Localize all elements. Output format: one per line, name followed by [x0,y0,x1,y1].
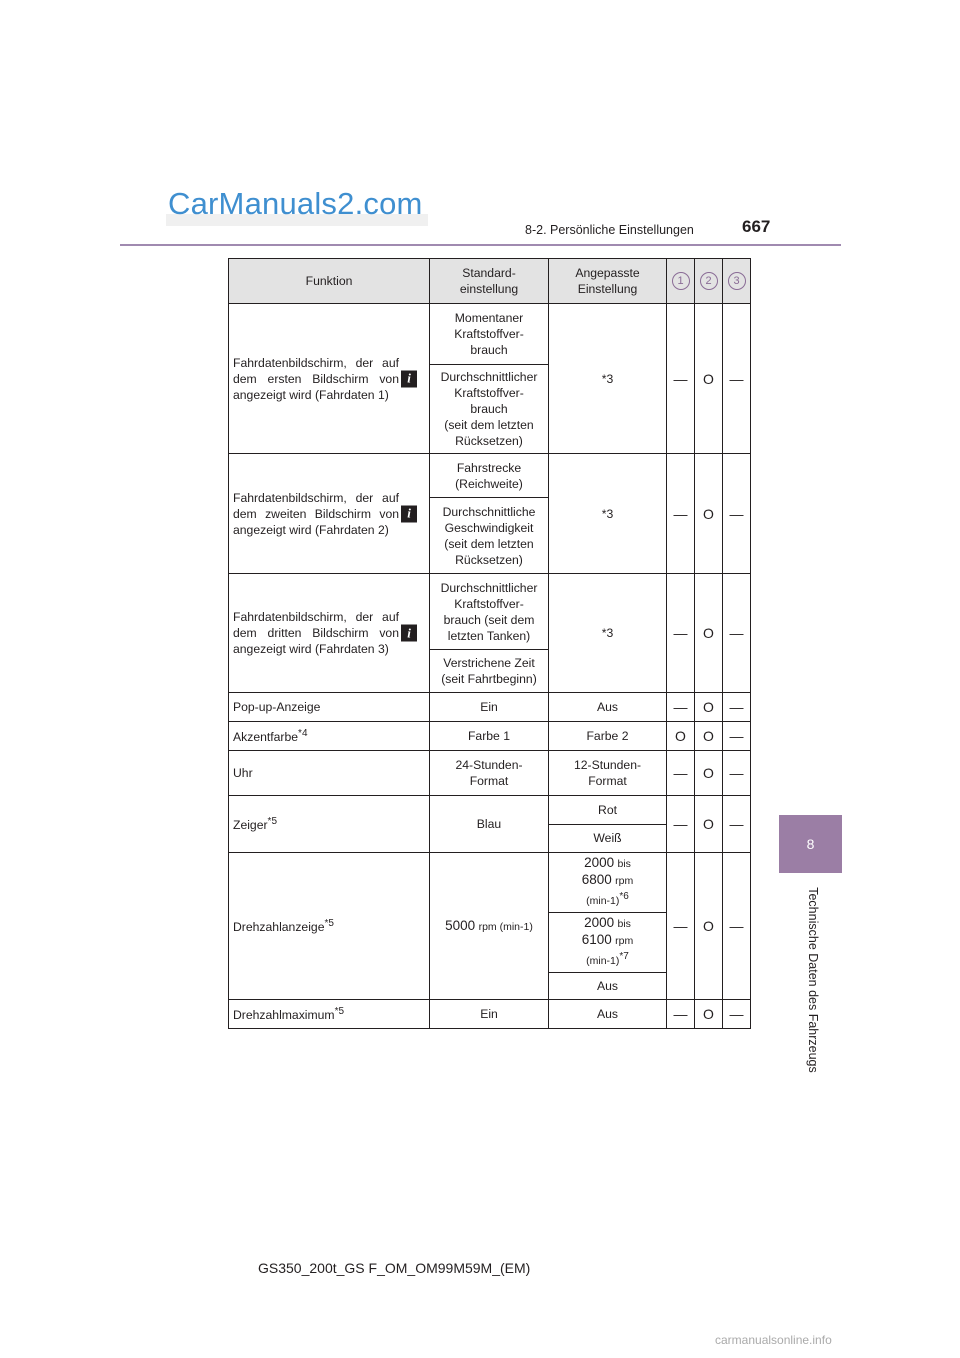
mark-dash: — [667,853,695,1000]
custom-cell: Weiß [549,824,667,853]
settings-table [228,258,751,1029]
option-cell: Durchschnittliche Geschwindigkeit (seit dem letzten Rücksetzen) [430,498,549,574]
circle-1-icon: 1 [672,272,690,290]
mark-dash: — [723,304,751,454]
mark-circle: O [695,853,723,1000]
table-row [229,853,751,913]
mark-circle: O [695,796,723,853]
circle-3-icon: 3 [728,272,746,290]
table-row [229,304,751,365]
table-row [229,796,751,825]
mark-dash: — [723,751,751,796]
col-default: Standard- einstellung [430,259,549,304]
info-icon: i [401,505,417,522]
mark-dash: — [667,304,695,454]
header-divider [120,244,841,246]
chapter-tab: 8 [779,815,842,873]
mark-circle: O [695,1000,723,1029]
mark-circle: O [695,304,723,454]
mark-dash: — [723,454,751,574]
mark-dash: — [667,454,695,574]
mark-dash: — [723,853,751,1000]
watermark-logo: CarManuals2.com [168,186,423,221]
custom-cell: Aus [549,693,667,722]
mark-circle: O [695,574,723,693]
table-row [229,454,751,498]
mark-dash: — [723,796,751,853]
mark-dash: — [723,693,751,722]
default-cell: Ein [430,693,549,722]
default-cell: Ein [430,1000,549,1029]
option-cell: Durchschnittlicher Kraftstoffver- brauch (seit dem letzten Rücksetzen) [430,365,549,454]
table-row [229,693,751,722]
row-label: Pop-up-Anzeige [229,693,430,722]
default-cell: Blau [430,796,549,853]
footer-code: GS350_200t_GS F_OM_OM99M59M_(EM) [258,1260,531,1276]
col-function: Funktion [229,259,430,304]
mark-circle: O [695,693,723,722]
table-row [229,722,751,751]
row-label: Fahrdatenbildschirm, der auf dem zweiten Bildschirm von angezeigt wird (Fahrdaten 2) i [229,454,430,574]
info-icon: i [401,370,417,387]
table-row [229,1000,751,1029]
chapter-title: Technische Daten des Fahrzeugs [806,887,820,1073]
custom-cell: 2000 bis 6100 rpm $(\min-1)^{*7}$ [549,912,667,972]
mark-dash: — [667,751,695,796]
default-cell: Farbe 1 [430,722,549,751]
mark-dash: — [667,693,695,722]
option-cell: Durchschnittlicher Kraftstoffver- brauch (seit dem letzten Tanken) [430,574,549,650]
mark-dash: — [667,796,695,853]
mark-dash: — [667,1000,695,1029]
default-cell: 24-Stunden- Format [430,751,549,796]
mark-circle: O [667,722,695,751]
row-label: Drehzahlanzeige$^{*5}$ [229,853,430,1000]
table-row [229,574,751,650]
custom-cell: Farbe 2 [549,722,667,751]
site-watermark: carmanualsonline.info [715,1333,832,1347]
custom-cell: *3 [549,454,667,574]
col-custom: Angepasste Einstellung [549,259,667,304]
custom-cell: Rot [549,796,667,825]
row-label: Fahrdatenbildschirm, der auf dem ersten Bildschirm von angezeigt wird (Fahrdaten 1) i [229,304,430,454]
custom-cell: 2000 bis 6800 rpm $(\min-1)^{*6}$ [549,853,667,913]
mark-circle: O [695,751,723,796]
mark-circle: O [695,722,723,751]
row-label: Akzentfarbe$^{*4}$ [229,722,430,751]
custom-cell: *3 [549,304,667,454]
option-cell: Verstrichene Zeit (seit Fahrtbeginn) [430,650,549,693]
mark-dash: — [723,574,751,693]
mark-circle: O [695,454,723,574]
section-title: 8-2. Persönliche Einstellungen [525,223,694,237]
table-row [229,751,751,796]
custom-cell: *3 [549,574,667,693]
row-label: Uhr [229,751,430,796]
mark-dash: — [667,574,695,693]
row-label: Zeiger$^{*5}$ [229,796,430,853]
row-label: Fahrdatenbildschirm, der auf dem dritten Bildschirm von angezeigt wird (Fahrdaten 3) i [229,574,430,693]
row-label: Drehzahlmaximum$^{*5}$ [229,1000,430,1029]
page-number: 667 [742,217,771,236]
circle-2-icon: 2 [700,272,718,290]
mark-dash: — [723,1000,751,1029]
default-cell: 5000 rpm (min-1) [430,853,549,1000]
custom-cell: Aus [549,972,667,999]
option-cell: Fahrstrecke (Reichweite) [430,454,549,498]
option-cell: Momentaner Kraftstoffver- brauch [430,304,549,365]
table-header-row [229,259,751,304]
info-icon: i [401,625,417,642]
custom-cell: 12-Stunden- Format [549,751,667,796]
custom-cell: Aus [549,1000,667,1029]
mark-dash: — [723,722,751,751]
